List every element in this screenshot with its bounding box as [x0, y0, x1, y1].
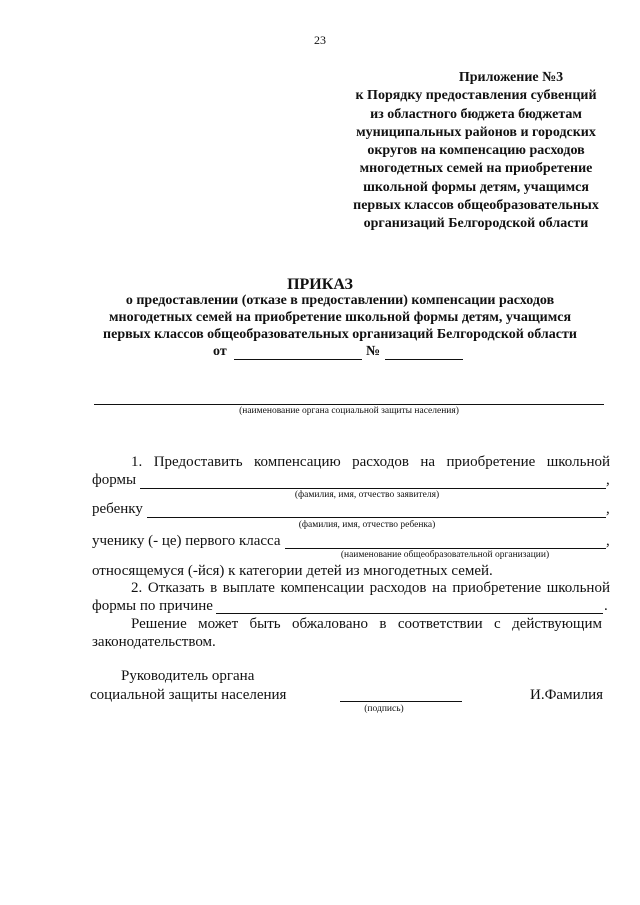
signatory-name: И.Фамилия	[530, 687, 604, 703]
signature-title-line-1: Руководитель органа	[121, 668, 255, 684]
period-1: .	[604, 598, 608, 614]
order-subtitle	[60, 292, 620, 343]
date-label: от	[213, 344, 227, 359]
appendix-line-9: организаций Белгородской области	[363, 216, 589, 232]
decision-line-2: законодательством.	[92, 634, 216, 650]
child-label: ребенку	[92, 501, 143, 517]
pupil-label: ученику (- це) первого класса	[92, 533, 281, 549]
applicant-caption: (фамилия, имя, отчество заявителя)	[294, 490, 440, 500]
number-label: №	[366, 344, 381, 359]
reason-field[interactable]	[216, 613, 603, 614]
order-subtitle-line-1: о предоставлении (отказе в предоставлении) компенсации расходов	[125, 293, 555, 308]
paragraph-1-line-1: 1. Предоставить компенсацию расходов на приобретение школьной	[131, 454, 610, 470]
school-name-field[interactable]	[285, 548, 606, 549]
appendix-line-4: муниципальных районов и городских	[356, 124, 596, 140]
comma-2: ,	[606, 501, 610, 517]
order-subtitle-line-2: многодетных семей на приобретение школьной формы детям, учащимся	[108, 310, 572, 325]
organ-caption: (наименование органа социальной защиты населения)	[239, 406, 459, 416]
comma-1: ,	[606, 472, 610, 488]
appendix-line-8: первых классов общеобразовательных	[353, 198, 599, 214]
paragraph-2-line-1: 2. Отказать в выплате компенсации расходов на приобретение школьной	[131, 580, 610, 596]
applicant-name-field[interactable]	[140, 488, 606, 489]
reason-label: формы по причине	[92, 598, 213, 614]
appendix-header	[340, 69, 612, 234]
number-field[interactable]	[385, 359, 463, 360]
category-line: относящемуся (-йся) к категории детей из многодетных семей.	[92, 563, 493, 579]
signature-title-line-2: социальной защиты населения	[90, 687, 287, 703]
date-field[interactable]	[234, 359, 362, 360]
forms-label: формы	[92, 472, 137, 488]
order-title: ПРИКАЗ	[287, 276, 353, 293]
appendix-line-5: округов на компенсацию расходов	[367, 143, 585, 159]
school-caption: (наименование общеобразовательной организации)	[340, 550, 550, 560]
appendix-line-2: к Порядку предоставления субвенций	[355, 88, 597, 104]
comma-3: ,	[606, 533, 610, 549]
order-subtitle-line-3: первых классов общеобразовательных организаций Белгородской области	[103, 327, 577, 342]
appendix-line-6: многодетных семей на приобретение	[359, 161, 593, 177]
signature-caption: (подпись)	[364, 704, 404, 714]
appendix-line-3: из областного бюджета бюджетам	[370, 106, 582, 122]
signature-field[interactable]	[340, 701, 462, 702]
appendix-line-7: школьной формы детям, учащимся	[363, 179, 589, 195]
decision-line-1: Решение может быть обжаловано в соответствии с действующим	[131, 616, 602, 632]
organ-name-field[interactable]	[94, 404, 604, 405]
child-caption: (фамилия, имя, отчество ребенка)	[298, 520, 436, 530]
appendix-line-1: Приложение №3	[458, 70, 564, 85]
page-number: 23	[314, 33, 326, 47]
child-name-field[interactable]	[147, 517, 606, 518]
